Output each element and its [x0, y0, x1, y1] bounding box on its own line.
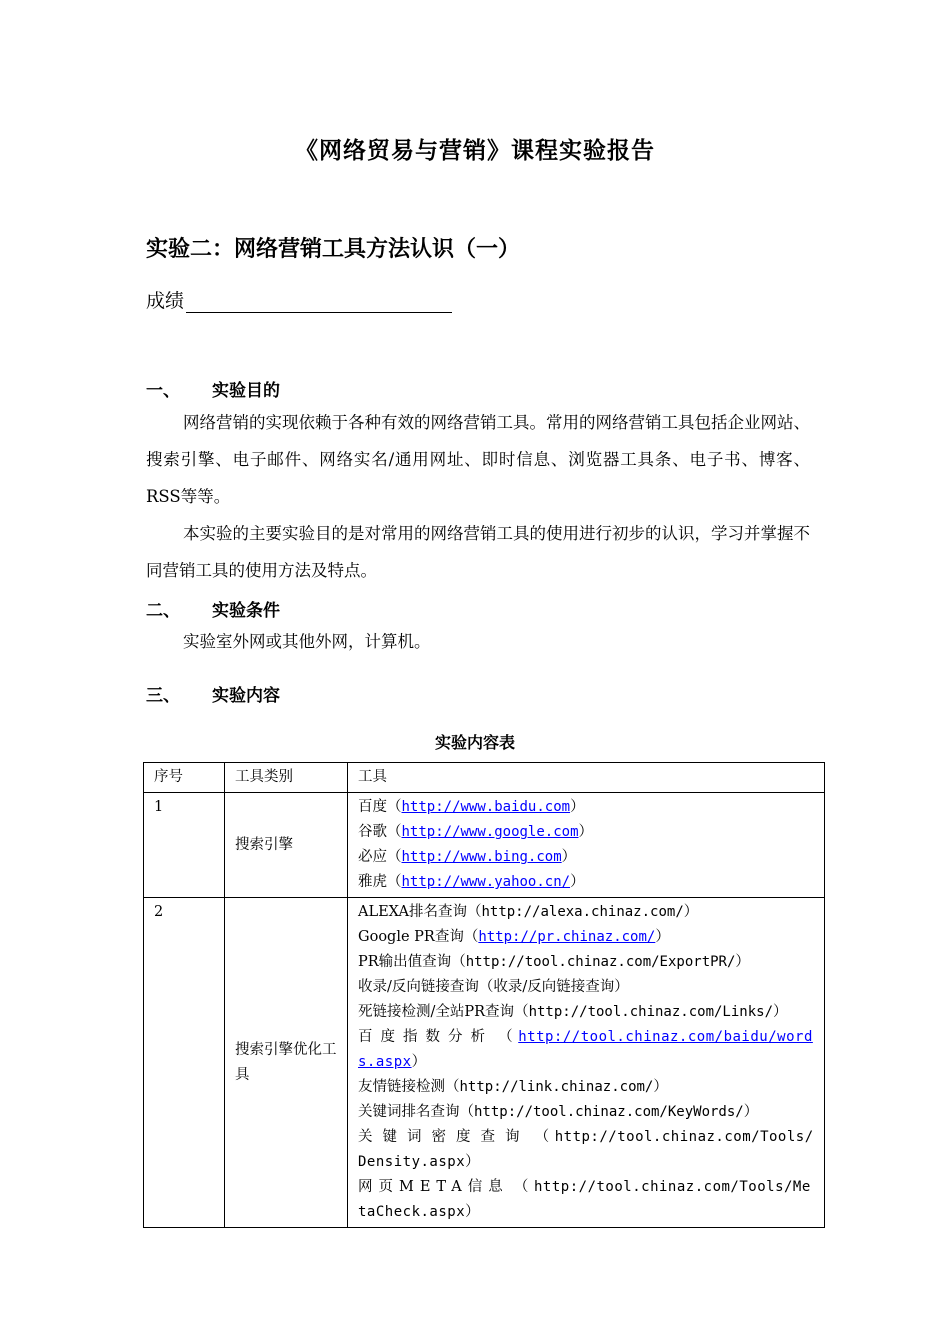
tool-name: 死链接检测/全站PR查询 — [358, 1004, 515, 1020]
row-tools — [348, 898, 825, 1228]
table-row — [144, 898, 825, 1228]
section-3-heading — [146, 681, 280, 706]
tool-link[interactable]: http://tool.chinaz.com/baidu/words.aspx — [358, 1029, 813, 1070]
tool-url: 收录/反向链接查询 — [493, 979, 615, 995]
section-number: 一、 — [146, 381, 180, 401]
tool-link[interactable]: http://www.google.com — [401, 824, 579, 840]
paragraph: 本实验的主要实验目的是对常用的网络营销工具的使用进行初步的认识，学习并掌握不同营销工具的使用方法及特点。 — [146, 524, 810, 580]
tool-entry: 死链接检测/全站PR查询（http://tool.chinaz.com/Links/） — [358, 1004, 788, 1020]
tool-url: http://link.chinaz.com/ — [459, 1079, 654, 1095]
document-title: 《网络贸易与营销》课程实验报告 — [295, 137, 655, 164]
tool-url: http://tool.chinaz.com/Links/ — [528, 1004, 773, 1020]
tool-name: 百度指数分析 — [358, 1029, 493, 1045]
tool-link[interactable]: http://www.bing.com — [401, 849, 562, 865]
tool-name: 谷歌 — [358, 824, 387, 840]
tool-entry: 友情链接检测（http://link.chinaz.com/） — [358, 1079, 668, 1095]
tool-name: 网页META信息 — [358, 1179, 509, 1195]
section-1-body — [146, 404, 810, 589]
tool-url: http://tool.chinaz.com/Tools/MetaCheck.aspx — [358, 1179, 811, 1220]
tool-name: PR输出值查询 — [358, 954, 452, 970]
header-tool: 工具 — [348, 763, 825, 793]
tool-name: 雅虎 — [358, 874, 387, 890]
row-tools — [348, 793, 825, 898]
tool-name: 必应 — [358, 849, 387, 865]
section-2-body — [146, 623, 810, 660]
tool-name: 收录/反向链接查询 — [358, 979, 479, 995]
section-number: 三、 — [146, 686, 180, 706]
tool-name: 友情链接检测 — [358, 1079, 445, 1095]
tool-entry: 收录/反向链接查询（收录/反向链接查询） — [358, 979, 629, 995]
section-1-heading — [146, 376, 280, 401]
tool-url: http://alexa.chinaz.com/ — [481, 904, 684, 920]
tool-entry: 百度（http://www.baidu.com） — [358, 799, 585, 815]
tool-url: http://tool.chinaz.com/Tools/Density.aspx — [358, 1129, 814, 1170]
tool-entry: 网页META信息 （ http://tool.chinaz.com/Tools/MetaCheck.aspx） — [358, 1179, 811, 1220]
tool-url: http://tool.chinaz.com/ExportPR/ — [465, 954, 736, 970]
tool-link[interactable]: http://www.yahoo.cn/ — [401, 874, 571, 890]
table-caption: 实验内容表 — [434, 733, 515, 752]
tool-entry: 雅虎（http://www.yahoo.cn/） — [358, 874, 585, 890]
row-index: 2 — [144, 898, 225, 1228]
section-number: 二、 — [146, 601, 180, 621]
section-2-heading — [146, 596, 280, 621]
tool-entry: ALEXA排名查询（http://alexa.chinaz.com/） — [358, 904, 699, 920]
tool-url: http://tool.chinaz.com/KeyWords/ — [474, 1104, 744, 1120]
tool-link[interactable]: http://pr.chinaz.com/ — [478, 929, 656, 945]
tool-name: 关键词密度查询 — [358, 1129, 530, 1145]
tool-name: 关键词排名查询 — [358, 1104, 460, 1120]
section-title: 实验目的 — [212, 381, 280, 401]
score-blank-line — [186, 290, 452, 313]
tool-entry: 必应（http://www.bing.com） — [358, 849, 577, 865]
tool-entry: Google PR查询（http://pr.chinaz.com/） — [358, 929, 670, 945]
tool-name: ALEXA排名查询 — [358, 904, 467, 920]
tool-name: 百度 — [358, 799, 387, 815]
tool-name: Google PR查询 — [358, 929, 464, 945]
table-header-row — [144, 763, 825, 793]
header-index: 序号 — [144, 763, 225, 793]
tool-entry: 百度指数分析 （ http://tool.chinaz.com/baidu/words.aspx） — [358, 1029, 813, 1070]
tool-entry: 关键词密度查询 （ http://tool.chinaz.com/Tools/Density.aspx） — [358, 1129, 814, 1170]
row-category: 搜索引擎 — [225, 793, 348, 898]
section-title: 实验条件 — [212, 601, 280, 621]
score-label: 成绩 — [146, 290, 185, 312]
table-row — [144, 793, 825, 898]
header-category: 工具类别 — [225, 763, 348, 793]
paragraph: 实验室外网或其他外网，计算机。 — [183, 632, 431, 651]
section-title: 实验内容 — [212, 686, 280, 706]
tool-entry: PR输出值查询（http://tool.chinaz.com/ExportPR/） — [358, 954, 750, 970]
tool-entry: 谷歌（http://www.google.com） — [358, 824, 594, 840]
tool-entry: 关键词排名查询（http://tool.chinaz.com/KeyWords/） — [358, 1104, 759, 1120]
tool-link[interactable]: http://www.baidu.com — [401, 799, 571, 815]
content-table — [143, 762, 825, 1228]
row-category: 搜索引擎优化工具 — [225, 898, 348, 1228]
row-index: 1 — [144, 793, 225, 898]
score-field — [146, 286, 452, 313]
experiment-subtitle: 实验二：网络营销工具方法认识（一） — [146, 236, 521, 262]
paragraph: 网络营销的实现依赖于各种有效的网络营销工具。常用的网络营销工具包括企业网站、搜索引擎、电子邮件、网络实名/通用网址、即时信息、浏览器工具条、电子书、博客、RSS等等。 — [146, 413, 810, 506]
